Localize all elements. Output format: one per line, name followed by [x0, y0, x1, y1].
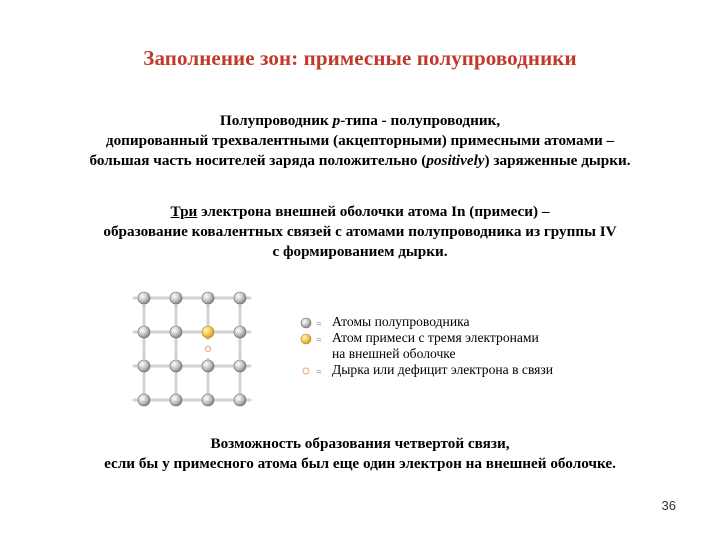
semiconductor-atoms [138, 292, 246, 406]
impurity-atom [202, 326, 214, 338]
three-electrons-text [10, 202, 710, 262]
slide-title: Заполнение зон: примесные полупроводники [143, 46, 577, 70]
legend-label-hole: Дырка или дефицит электрона в связи [332, 362, 554, 377]
page-number: 36 [661, 498, 676, 513]
p1-line2: допированный трехвалентными (акцепторными) примесными атомами – [105, 132, 615, 149]
legend-item-hole [300, 362, 620, 378]
p1-line1: Полупроводник p-типа - полупроводник, [219, 112, 501, 129]
p2-line1: Три электрона внешней оболочки атома In (примеси) – [170, 203, 550, 220]
legend-label-impurity: Атом примеси с тремя электронами [332, 330, 539, 345]
hole-marker [205, 346, 210, 351]
p2-line3: с формированием дырки. [272, 243, 448, 260]
semiconductor-atom-icon [300, 317, 330, 329]
bond-gap [204, 340, 212, 358]
p3-line2: если бы у примесного атома был еще один электрон на внешней оболочке. [104, 455, 616, 472]
legend [300, 314, 620, 378]
legend-eq: = [316, 367, 322, 377]
impurity-atom-icon [300, 333, 330, 345]
hole-icon [300, 365, 330, 377]
p3-line1: Возможность образования четвертой связи, [210, 435, 510, 452]
crystal-lattice-diagram [128, 288, 258, 410]
p-type-definition [10, 111, 710, 171]
legend-label-impurity-2: на внешней оболочке [332, 346, 456, 361]
p2-line2: образование ковалентных связей с атомами полупроводника из группы IV [103, 223, 617, 240]
legend-item-semiconductor [300, 314, 620, 330]
p1-line3: большая часть носителей заряда положительно (positively) заряженные дырки. [89, 152, 631, 169]
lattice-bonds [134, 298, 250, 400]
legend-eq: = [316, 335, 322, 345]
legend-label-semiconductor: Атомы полупроводника [332, 314, 470, 329]
fourth-bond-text [10, 434, 710, 474]
legend-eq: = [316, 319, 322, 329]
legend-item-impurity [300, 330, 620, 362]
